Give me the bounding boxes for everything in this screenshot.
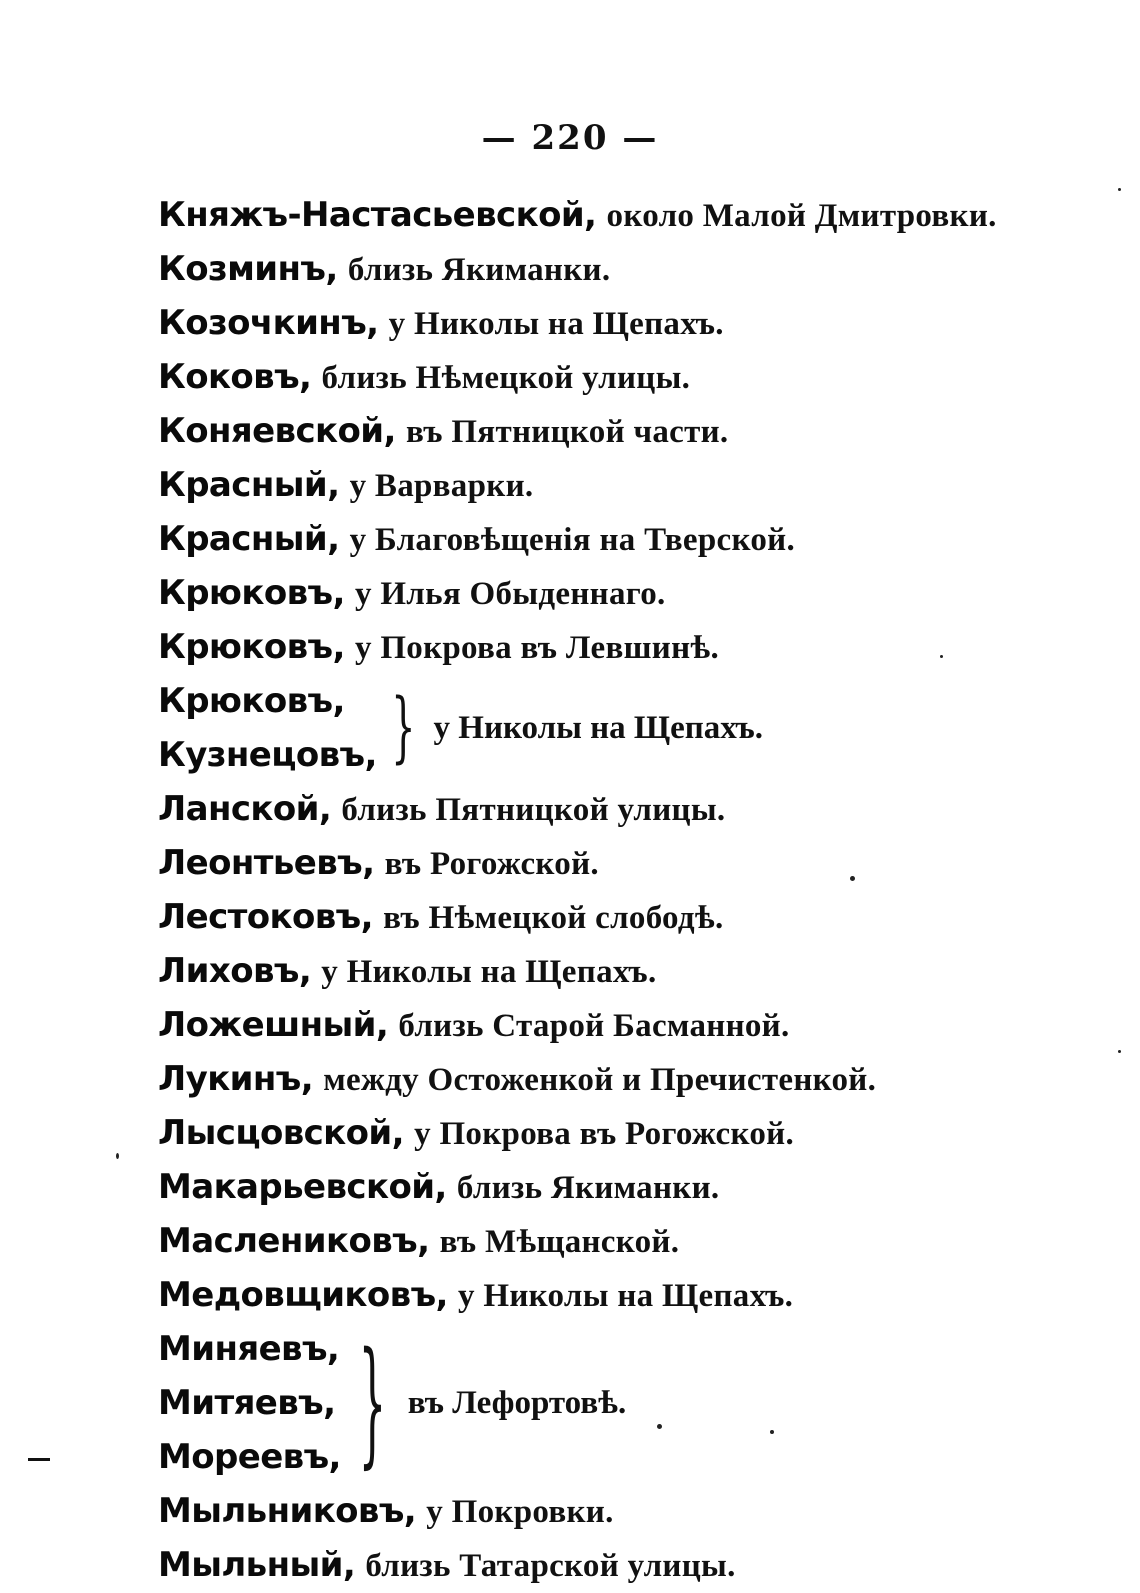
grouped-entry [158,1322,1058,1484]
street-name: Козминъ, [158,249,338,289]
street-name: Лысцовской, [158,1113,404,1153]
street-location: въ Пятницкой части. [405,414,729,450]
street-location: у Николы на Щепахъ. [458,1278,794,1314]
street-location: въ Рогожской. [384,846,599,882]
street-name: Коковъ, [158,357,312,397]
street-name: Крюковъ, [158,681,345,721]
list-item [158,1052,1058,1106]
scan-speck [850,876,855,881]
street-name: Леонтьевъ, [158,843,375,883]
street-name: Маслениковъ, [158,1221,430,1261]
street-location: въ Лефортовѣ. [407,1384,627,1421]
list-item [158,188,1058,242]
street-name: Крюковъ, [158,627,345,667]
scan-speck [116,1153,119,1159]
street-location: у Покрова въ Рогожской. [414,1116,795,1152]
street-name: Лукинъ, [158,1059,314,1099]
list-item [158,1214,1058,1268]
street-location: близь Якиманки. [456,1170,720,1206]
list-item [158,350,1058,404]
list-item [158,998,1058,1052]
list-item [158,890,1058,944]
scan-speck [940,655,943,658]
street-location: близь Нѣмецкой улицы. [321,360,691,396]
list-item [158,1484,1058,1538]
street-location: близь Якиманки. [347,252,611,288]
scan-speck [657,1424,662,1429]
street-name: Лестоковъ, [158,897,373,937]
street-location: у Покрова въ Левшинѣ. [354,630,720,666]
list-item [158,1160,1058,1214]
list-item [158,1538,1058,1592]
street-location: у Покровки. [426,1494,614,1530]
street-name: Крюковъ, [158,573,345,613]
street-name: Коняевской, [158,411,396,451]
street-name: Миняевъ, [158,1329,340,1369]
group-names [158,1322,341,1484]
list-item [158,404,1058,458]
list-item [158,512,1058,566]
list-item [158,242,1058,296]
list-item [158,782,1058,836]
street-name: Мореевъ, [158,1437,341,1477]
right-brace: } [358,1323,387,1482]
street-name: Макарьевской, [158,1167,447,1207]
street-name: Кузнецовъ, [158,735,377,775]
list-item [158,566,1058,620]
page-number: — 220 — [481,118,659,158]
street-location: близь Старой Басманной. [398,1008,790,1044]
list-item [158,1268,1058,1322]
list-item [158,1106,1058,1160]
street-name: Медовщиковъ, [158,1275,448,1315]
scan-mark [28,1458,50,1461]
street-name: Красный, [158,465,340,505]
scan-speck [1118,1050,1121,1053]
street-location: близь Татарской улицы. [365,1548,736,1584]
street-location: около Малой Дмитровки. [606,198,997,234]
street-location: въ Мѣщанской. [439,1224,680,1260]
scan-speck [1118,188,1121,191]
street-location: у Илья Обыденнаго. [354,576,666,612]
street-name: Митяевъ, [158,1383,336,1423]
list-item [158,836,1058,890]
street-location: у Николы на Щепахъ. [388,306,724,342]
street-location: близь Пятницкой улицы. [341,792,726,828]
street-location: между Остоженкой и Пречистенкой. [323,1062,877,1098]
list-item [158,620,1058,674]
street-name: Ланской, [158,789,332,829]
list-item [158,944,1058,998]
street-name: Мыльный, [158,1545,356,1585]
grouped-entry [158,674,1058,782]
group-names [158,674,377,782]
street-location: у Благовѣщенія на Тверской. [349,522,796,558]
entry-list [158,188,1058,1592]
street-name: Ложешный, [158,1005,389,1045]
list-item [158,458,1058,512]
list-item [158,296,1058,350]
street-name: Лиховъ, [158,951,312,991]
street-location: у Николы на Щепахъ. [321,954,657,990]
street-name: Княжъ-Настасьевской, [158,195,597,235]
scan-speck [770,1430,774,1434]
street-name: Козочкинъ, [158,303,379,343]
right-brace: } [390,683,416,773]
street-location: у Варварки. [349,468,534,504]
street-name: Красный, [158,519,340,559]
street-location: у Николы на Щепахъ. [433,709,764,746]
street-location: въ Нѣмецкой слободѣ. [383,900,724,936]
street-name: Мыльниковъ, [158,1491,417,1531]
